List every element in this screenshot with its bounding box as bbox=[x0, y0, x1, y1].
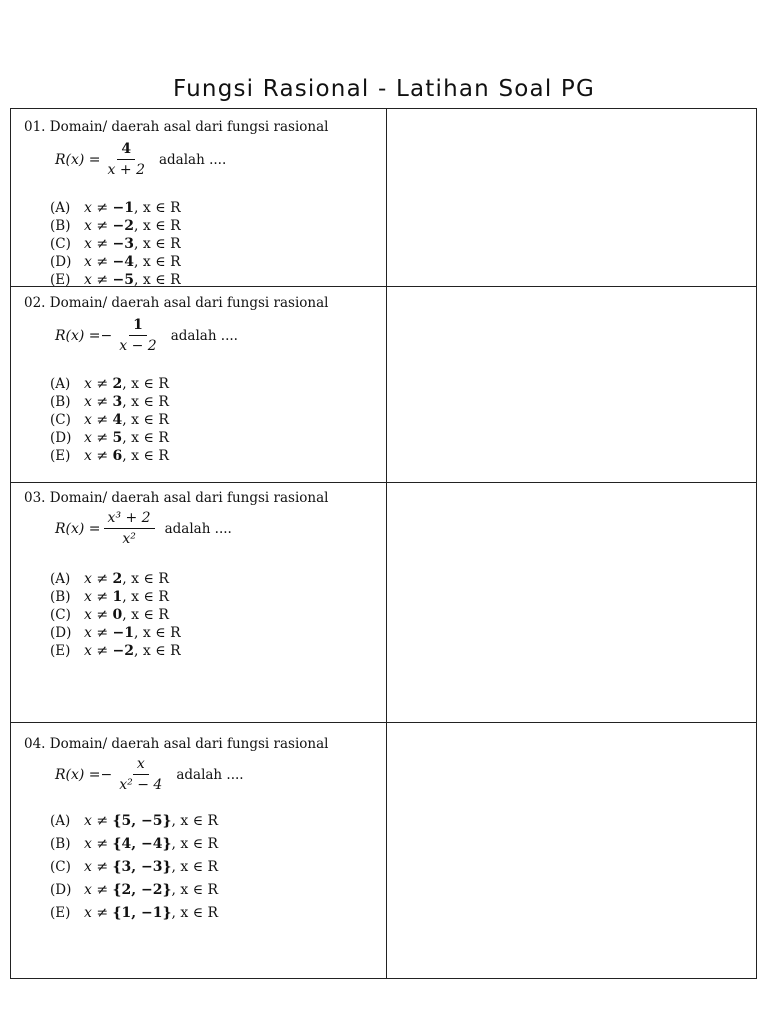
option-prefix: x ≠ bbox=[84, 376, 113, 392]
formula-suffix: adalah .... bbox=[158, 151, 227, 168]
option-suffix: , x ∈ R bbox=[122, 412, 169, 428]
option-suffix: , x ∈ R bbox=[171, 859, 219, 875]
formula-lhs: R(x) = bbox=[55, 520, 101, 537]
option-suffix: , x ∈ R bbox=[134, 218, 181, 234]
option-d[interactable] bbox=[50, 879, 218, 902]
option-value: {5, −5} bbox=[112, 813, 172, 829]
option-a[interactable] bbox=[50, 375, 169, 393]
option-letter: (C) bbox=[50, 859, 71, 875]
option-letter: (A) bbox=[50, 813, 71, 829]
option-b[interactable] bbox=[50, 393, 169, 411]
option-value: {3, −3} bbox=[112, 859, 172, 875]
option-suffix: , x ∈ R bbox=[171, 905, 219, 921]
formula-suffix: adalah .... bbox=[170, 327, 238, 344]
option-value: 6 bbox=[112, 448, 123, 464]
fraction bbox=[104, 510, 155, 547]
option-letter: (B) bbox=[50, 394, 71, 410]
question-3 bbox=[24, 490, 329, 659]
option-c[interactable] bbox=[50, 606, 181, 624]
denominator: x + 2 bbox=[107, 162, 145, 178]
option-letter: (E) bbox=[50, 905, 71, 921]
option-prefix: x ≠ bbox=[84, 643, 113, 659]
option-letter: (C) bbox=[50, 412, 71, 428]
fraction bbox=[115, 317, 160, 354]
option-suffix: , x ∈ R bbox=[122, 607, 169, 623]
option-prefix: x ≠ bbox=[84, 836, 113, 852]
option-prefix: x ≠ bbox=[84, 859, 113, 875]
numerator: 1 bbox=[129, 317, 147, 336]
option-suffix: , x ∈ R bbox=[134, 643, 181, 659]
option-e[interactable] bbox=[50, 447, 169, 465]
option-suffix: , x ∈ R bbox=[122, 430, 169, 446]
denominator: x² − 4 bbox=[119, 777, 163, 793]
numerator: 4 bbox=[117, 141, 135, 160]
option-value: 2 bbox=[112, 571, 123, 587]
option-prefix: x ≠ bbox=[84, 254, 113, 270]
option-value: −2 bbox=[112, 218, 135, 234]
options-list bbox=[50, 375, 169, 465]
option-c[interactable] bbox=[50, 411, 169, 429]
formula-suffix: adalah .... bbox=[176, 766, 244, 783]
option-suffix: , x ∈ R bbox=[122, 571, 169, 587]
option-letter: (A) bbox=[50, 376, 71, 392]
option-value: {2, −2} bbox=[112, 882, 172, 898]
option-prefix: x ≠ bbox=[84, 589, 113, 605]
option-prefix: x ≠ bbox=[84, 236, 113, 252]
option-value: 4 bbox=[112, 412, 123, 428]
option-letter: (D) bbox=[50, 625, 72, 641]
question-2 bbox=[24, 295, 329, 464]
option-value: 5 bbox=[112, 430, 123, 446]
options-list bbox=[50, 570, 181, 660]
option-letter: (C) bbox=[50, 236, 71, 252]
numerator: x³ + 2 bbox=[104, 510, 155, 529]
option-letter: (B) bbox=[50, 836, 71, 852]
option-prefix: x ≠ bbox=[84, 218, 113, 234]
question-stem: 03. Domain/ daerah asal dari fungsi rasional bbox=[24, 490, 329, 506]
option-suffix: , x ∈ R bbox=[171, 882, 219, 898]
option-value: 3 bbox=[112, 394, 123, 410]
option-prefix: x ≠ bbox=[84, 394, 113, 410]
option-a[interactable] bbox=[50, 570, 181, 588]
option-value: −4 bbox=[112, 254, 135, 270]
options-list bbox=[50, 199, 181, 289]
option-suffix: , x ∈ R bbox=[122, 376, 169, 392]
option-value: −5 bbox=[112, 272, 135, 288]
option-letter: (D) bbox=[50, 254, 72, 270]
option-letter: (B) bbox=[50, 218, 71, 234]
formula-sign: − bbox=[100, 766, 113, 783]
option-letter: (E) bbox=[50, 643, 71, 659]
formula-lhs: R(x) = bbox=[55, 766, 101, 783]
option-d[interactable] bbox=[50, 624, 181, 642]
question-1 bbox=[24, 119, 329, 288]
option-suffix: , x ∈ R bbox=[122, 448, 169, 464]
option-c[interactable] bbox=[50, 235, 181, 253]
option-value: 0 bbox=[112, 607, 123, 623]
option-value: {1, −1} bbox=[112, 905, 172, 921]
question-stem: 02. Domain/ daerah asal dari fungsi rasional bbox=[24, 295, 329, 311]
option-letter: (B) bbox=[50, 589, 71, 605]
option-prefix: x ≠ bbox=[84, 448, 113, 464]
option-suffix: , x ∈ R bbox=[122, 394, 169, 410]
option-b[interactable] bbox=[50, 588, 181, 606]
numerator: x bbox=[133, 756, 149, 775]
option-letter: (C) bbox=[50, 607, 71, 623]
option-letter: (A) bbox=[50, 571, 71, 587]
option-suffix: , x ∈ R bbox=[134, 254, 181, 270]
answer-column bbox=[387, 109, 756, 978]
option-value: {4, −4} bbox=[112, 836, 172, 852]
formula-suffix: adalah .... bbox=[164, 520, 232, 537]
formula-sign: − bbox=[100, 327, 113, 344]
formula-lhs: R(x) = bbox=[55, 327, 101, 344]
function-formula bbox=[55, 317, 238, 354]
question-table bbox=[10, 108, 757, 979]
option-prefix: x ≠ bbox=[84, 571, 113, 587]
option-prefix: x ≠ bbox=[84, 607, 113, 623]
option-prefix: x ≠ bbox=[84, 625, 113, 641]
option-value: 2 bbox=[112, 376, 123, 392]
option-suffix: , x ∈ R bbox=[171, 813, 219, 829]
page-title: Fungsi Rasional - Latihan Soal PG bbox=[172, 76, 596, 102]
option-suffix: , x ∈ R bbox=[134, 272, 181, 288]
option-e[interactable] bbox=[50, 902, 218, 925]
denominator: x² bbox=[122, 531, 136, 547]
option-prefix: x ≠ bbox=[84, 412, 113, 428]
option-letter: (A) bbox=[50, 200, 71, 216]
option-d[interactable] bbox=[50, 429, 169, 447]
option-value: −1 bbox=[112, 625, 135, 641]
option-letter: (E) bbox=[50, 448, 71, 464]
option-a[interactable] bbox=[50, 810, 218, 833]
option-suffix: , x ∈ R bbox=[134, 236, 181, 252]
option-prefix: x ≠ bbox=[84, 813, 113, 829]
option-suffix: , x ∈ R bbox=[134, 625, 181, 641]
question-stem: 01. Domain/ daerah asal dari fungsi rasional bbox=[24, 119, 329, 135]
option-value: −2 bbox=[112, 643, 135, 659]
question-4 bbox=[24, 736, 329, 921]
option-e[interactable] bbox=[50, 642, 181, 660]
option-b[interactable] bbox=[50, 217, 181, 235]
denominator: x − 2 bbox=[119, 338, 157, 354]
option-e[interactable] bbox=[50, 271, 181, 289]
option-c[interactable] bbox=[50, 856, 218, 879]
option-value: −1 bbox=[112, 200, 135, 216]
option-b[interactable] bbox=[50, 833, 218, 856]
option-prefix: x ≠ bbox=[84, 430, 113, 446]
fraction bbox=[115, 756, 166, 793]
function-formula bbox=[55, 141, 226, 178]
question-stem: 04. Domain/ daerah asal dari fungsi rasional bbox=[24, 736, 329, 752]
option-suffix: , x ∈ R bbox=[134, 200, 181, 216]
options-list bbox=[50, 810, 218, 925]
option-d[interactable] bbox=[50, 253, 181, 271]
option-prefix: x ≠ bbox=[84, 200, 113, 216]
option-value: 1 bbox=[112, 589, 123, 605]
option-a[interactable] bbox=[50, 199, 181, 217]
option-suffix: , x ∈ R bbox=[171, 836, 219, 852]
option-letter: (D) bbox=[50, 430, 72, 446]
option-value: −3 bbox=[112, 236, 135, 252]
option-prefix: x ≠ bbox=[84, 905, 113, 921]
option-suffix: , x ∈ R bbox=[122, 589, 169, 605]
option-letter: (E) bbox=[50, 272, 71, 288]
option-prefix: x ≠ bbox=[84, 272, 113, 288]
formula-lhs: R(x) = bbox=[55, 151, 101, 168]
option-letter: (D) bbox=[50, 882, 72, 898]
fraction bbox=[104, 141, 149, 178]
option-prefix: x ≠ bbox=[84, 882, 113, 898]
function-formula bbox=[55, 510, 232, 547]
function-formula bbox=[55, 756, 244, 793]
